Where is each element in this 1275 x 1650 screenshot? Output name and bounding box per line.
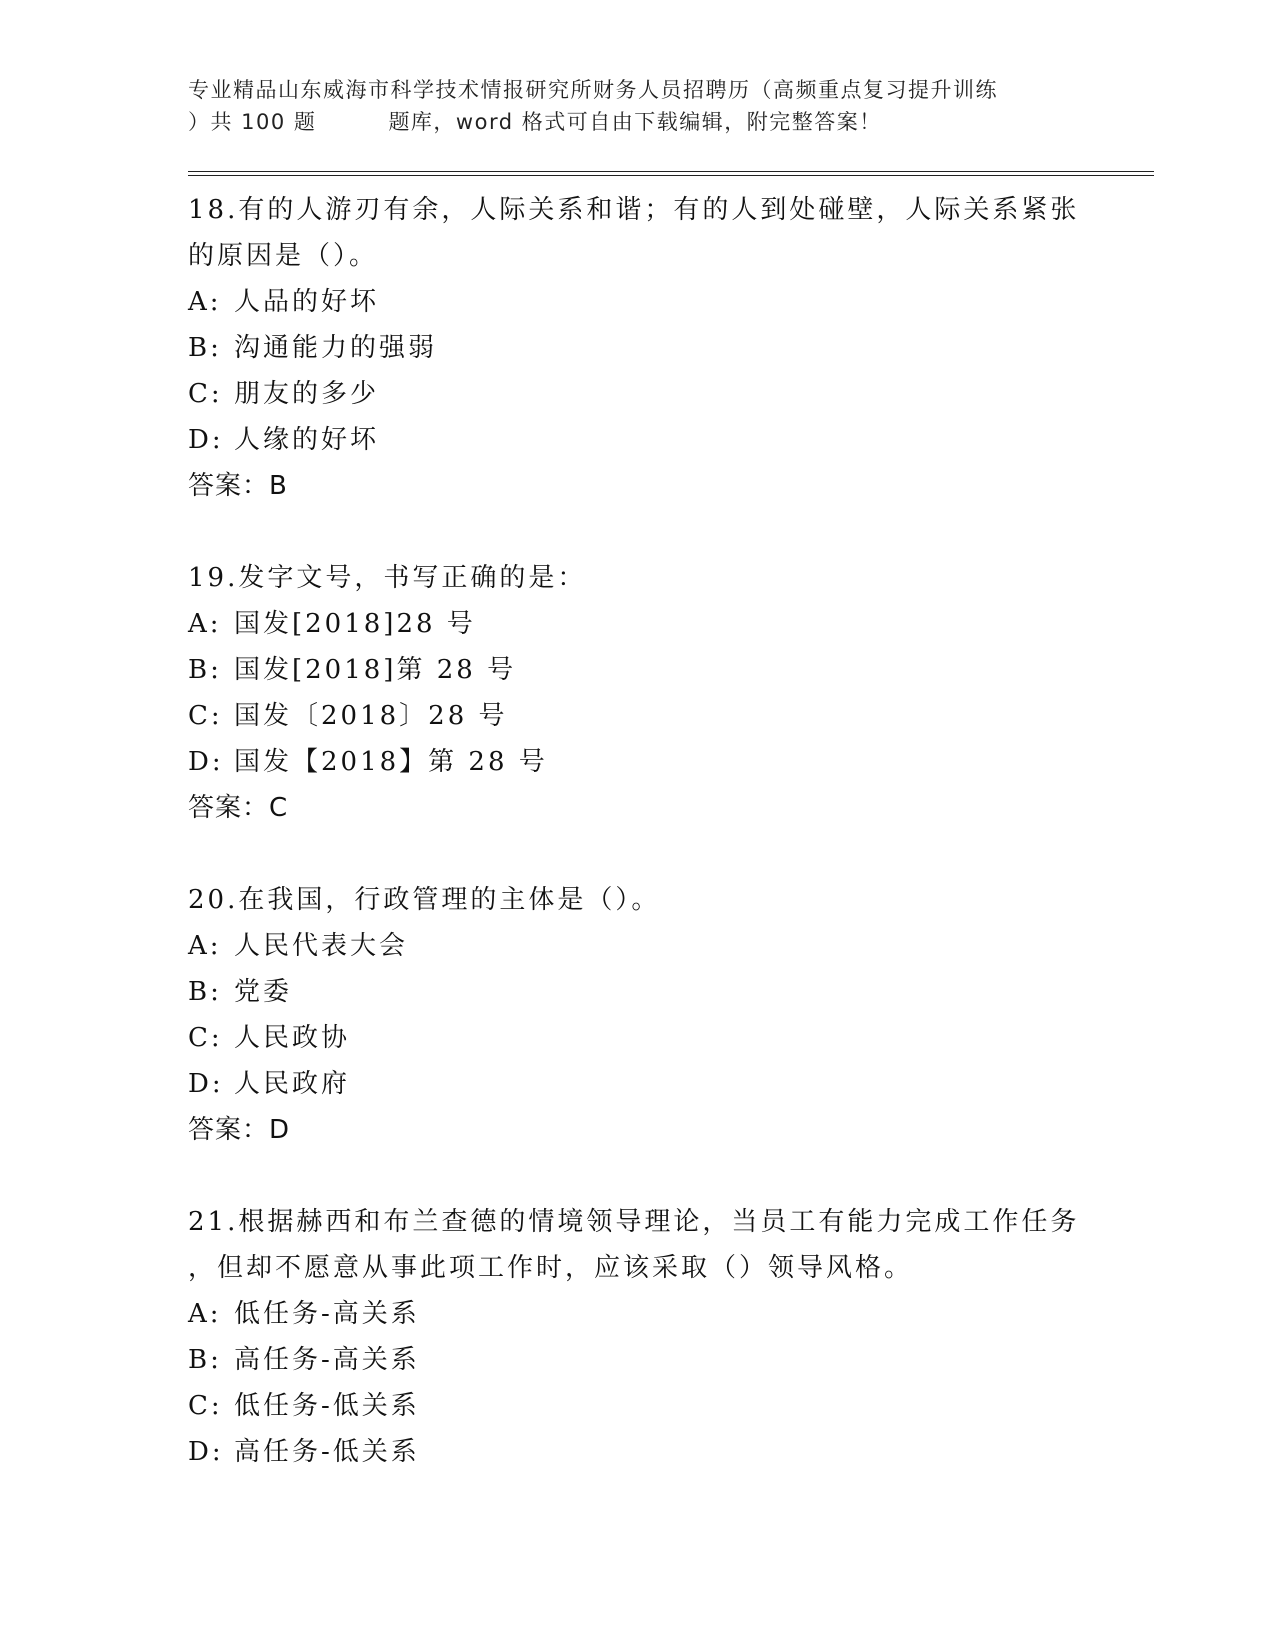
question-item xyxy=(188,1199,1088,1475)
header-note: 题库，word 格式可自由下载编辑，附完整答案！ xyxy=(388,110,882,134)
header-divider-top xyxy=(188,171,1154,172)
question-item xyxy=(188,877,1088,1199)
question-item xyxy=(188,555,1088,877)
option-item xyxy=(188,325,1088,371)
header-divider-bottom xyxy=(188,175,1154,176)
option-text: 朋友的多少 xyxy=(234,379,380,409)
option-letter: C: xyxy=(188,1391,223,1421)
option-letter: A: xyxy=(188,609,222,639)
option-item xyxy=(188,1061,1088,1107)
option-letter: B: xyxy=(188,977,222,1007)
answer-line: 答案：D xyxy=(188,1115,291,1145)
answer-line: 答案：B xyxy=(188,471,288,501)
option-item xyxy=(188,1291,1088,1337)
option-item xyxy=(188,1015,1088,1061)
option-item xyxy=(188,371,1088,417)
option-text: 国发[2018]28 号 xyxy=(234,609,476,639)
header-count: ）共 100 题 xyxy=(188,110,317,134)
option-item xyxy=(188,969,1088,1015)
option-item xyxy=(188,279,1088,325)
option-item xyxy=(188,739,1088,785)
option-text: 人民代表大会 xyxy=(234,931,409,961)
option-item xyxy=(188,1429,1088,1475)
option-text: 低任务-高关系 xyxy=(234,1299,420,1329)
option-letter: D: xyxy=(188,747,224,777)
option-letter: B: xyxy=(188,1345,222,1375)
option-item xyxy=(188,601,1088,647)
question-stem: 19.发字文号，书写正确的是： xyxy=(188,563,587,593)
option-letter: A: xyxy=(188,931,222,961)
option-text: 党委 xyxy=(234,977,293,1007)
option-item xyxy=(188,647,1088,693)
option-letter: D: xyxy=(188,1437,224,1467)
option-item xyxy=(188,1337,1088,1383)
option-text: 人民政协 xyxy=(234,1023,351,1053)
option-item xyxy=(188,923,1088,969)
option-item xyxy=(188,693,1088,739)
question-stem: 18.有的人游刃有余，人际关系和谐；有的人到处碰壁，人际关系紧张 xyxy=(188,195,1080,225)
answer-line: 答案：C xyxy=(188,793,289,823)
option-text: 国发【2018】第 28 号 xyxy=(234,747,548,777)
question-stem: 21.根据赫西和布兰查德的情境领导理论，当员工有能力完成工作任务 xyxy=(188,1207,1080,1237)
question-item xyxy=(188,187,1088,555)
option-text: 人品的好坏 xyxy=(234,287,380,317)
header-line-2 xyxy=(188,106,1088,138)
option-text: 高任务-高关系 xyxy=(234,1345,420,1375)
option-text: 人缘的好坏 xyxy=(234,425,380,455)
question-list xyxy=(188,187,1088,1475)
option-letter: B: xyxy=(188,655,222,685)
option-text: 国发[2018]第 28 号 xyxy=(234,655,517,685)
question-stem: ，但却不愿意从事此项工作时，应该采取（）领导风格。 xyxy=(188,1253,914,1283)
option-letter: B: xyxy=(188,333,222,363)
option-text: 低任务-低关系 xyxy=(234,1391,420,1421)
option-text: 沟通能力的强弱 xyxy=(234,333,438,363)
option-letter: A: xyxy=(188,287,222,317)
document-header xyxy=(188,74,1088,138)
question-stem: 的原因是（）。 xyxy=(188,241,379,271)
option-item xyxy=(188,417,1088,463)
header-line-1: 专业精品山东威海市科学技术情报研究所财务人员招聘历（高频重点复习提升训练 xyxy=(188,78,998,102)
option-text: 国发〔2018〕28 号 xyxy=(234,701,508,731)
option-item xyxy=(188,1383,1088,1429)
option-letter: C: xyxy=(188,379,223,409)
option-letter: D: xyxy=(188,425,224,455)
option-letter: C: xyxy=(188,1023,223,1053)
option-letter: A: xyxy=(188,1299,222,1329)
option-letter: C: xyxy=(188,701,223,731)
option-letter: D: xyxy=(188,1069,224,1099)
option-text: 高任务-低关系 xyxy=(234,1437,420,1467)
question-stem: 20.在我国，行政管理的主体是（）。 xyxy=(188,885,661,915)
option-text: 人民政府 xyxy=(234,1069,351,1099)
